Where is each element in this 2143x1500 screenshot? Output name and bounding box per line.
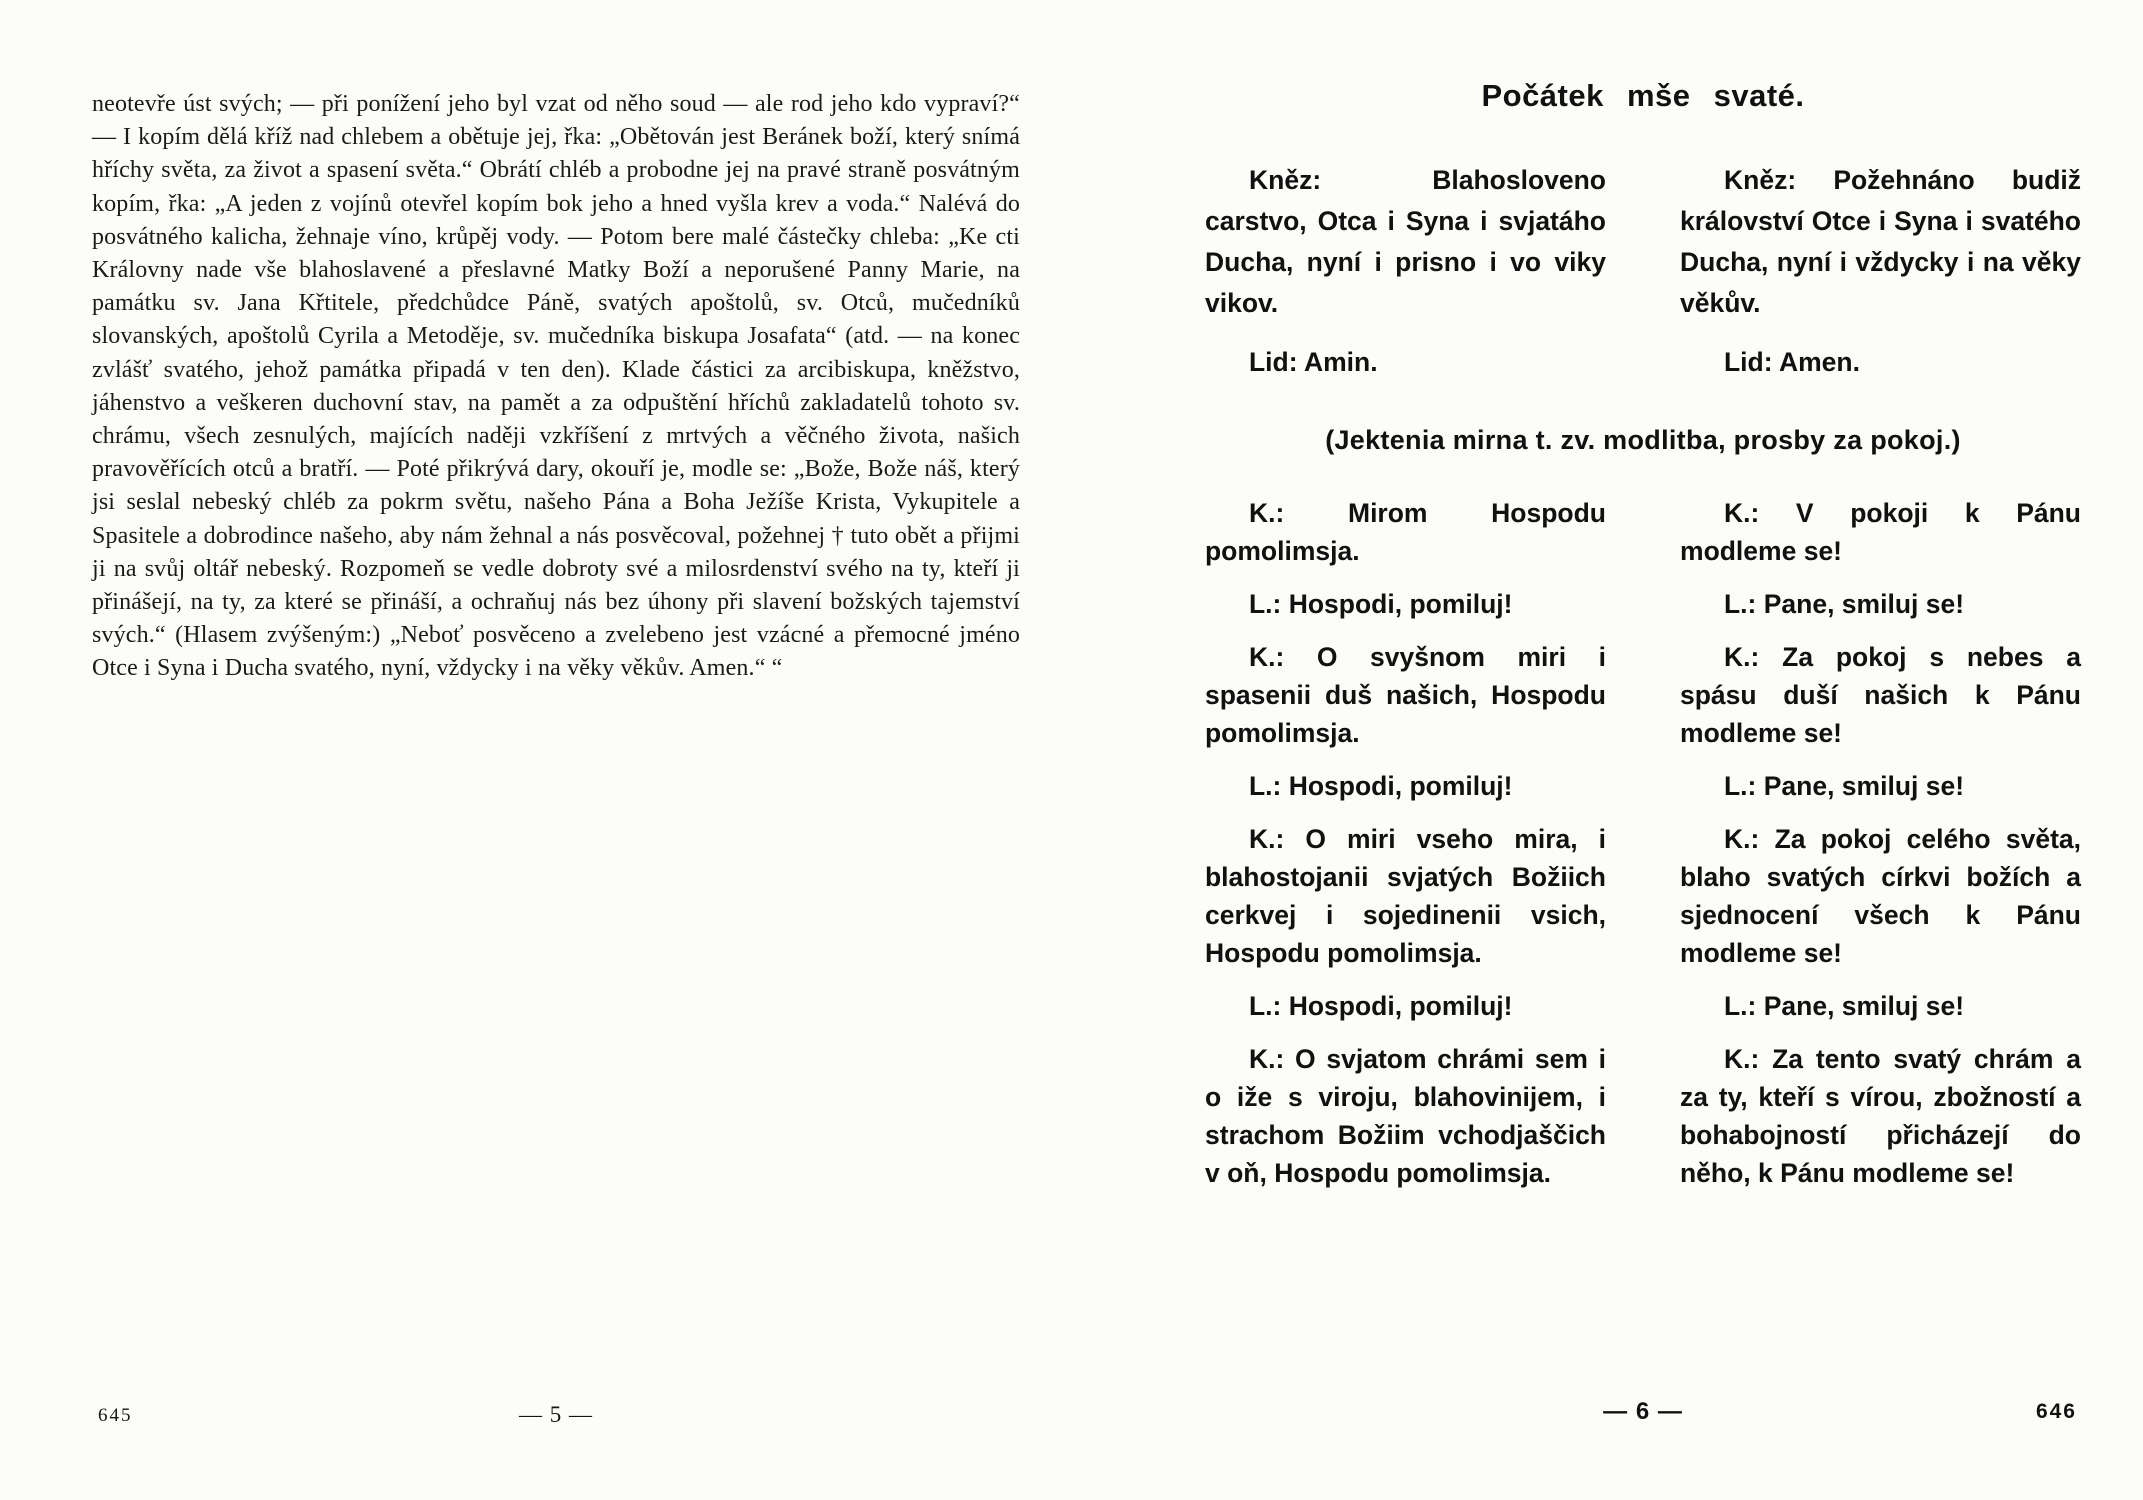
litany-line: K.: O miri vseho mira, i blahostojanii svjatých Božiich cerkvej i sojedinenii vsich, Hospodu pomolimsja. [1205, 824, 1606, 968]
right-folio-number: 646 [2035, 1400, 2077, 1423]
right-page-number: — 6 — [1603, 1398, 1683, 1425]
litany-line: L.: Pane, smiluj se! [1724, 771, 1965, 801]
left-page-footer [92, 1402, 1020, 1428]
litany-line: K.: O svjatom chrámi sem i o iže s viroju, blahovinijem, i strachom Božiim vchodjaščich v oň, Hospodu pomolimsja. [1205, 1044, 1606, 1188]
litany-column-czech [1680, 494, 2081, 1207]
litany-line: K.: V pokoji k Pánu modleme se! [1680, 498, 2081, 566]
litany-section [1205, 494, 2081, 1207]
dialogue-line-people: Lid: Amen. [1724, 347, 1860, 377]
litany-line: L.: Hospodi, pomiluj! [1249, 991, 1513, 1021]
left-page-number: — 5 — [519, 1402, 593, 1427]
litany-line: K.: Za tento svatý chrám a za ty, kteří s vírou, zbožností a bohabojností přicházejí do něho, k Pánu modleme se! [1680, 1044, 2081, 1188]
dialogue-line-priest: Kněz: Blahosloveno carstvo, Otca i Syna i svjatáho Ducha, nyní i prisno i vo viky vikov. [1205, 165, 1606, 318]
page-title: Počátek mše svaté. [1481, 78, 1805, 113]
litany-line: K.: Za pokoj s nebes a spásu duší našich k Pánu modleme se! [1680, 642, 2081, 748]
litany-line: K.: Za pokoj celého světa, blaho svatých církvi božích a sjednocení všech k Pánu modleme se! [1680, 824, 2081, 968]
litany-line: L.: Pane, smiluj se! [1724, 589, 1965, 619]
litany-line: K.: O svyšnom miri i spasenii duš našich, Hospodu pomolimsja. [1205, 642, 1606, 748]
litany-line: L.: Hospodi, pomiluj! [1249, 771, 1513, 801]
left-folio-number: 645 [98, 1405, 133, 1426]
section-subtitle: (Jektenia mirna t. zv. modlitba, prosby za pokoj.) [1325, 425, 1961, 455]
right-page-footer [1205, 1398, 2081, 1426]
litany-column-slavonic [1205, 494, 1606, 1207]
intro-section [1205, 160, 2081, 383]
intro-column-slavonic [1205, 160, 1606, 383]
litany-line: K.: Mirom Hospodu pomolimsja. [1205, 498, 1606, 566]
litany-line: L.: Pane, smiluj se! [1724, 991, 1965, 1021]
intro-column-czech [1680, 160, 2081, 383]
right-page [1075, 0, 2143, 1500]
dialogue-line-priest: Kněz: Požehnáno budiž království Otce i Syna i svatého Ducha, nyní i vždycky i na věky věkův. [1680, 165, 2081, 318]
litany-line: L.: Hospodi, pomiluj! [1249, 589, 1513, 619]
dialogue-line-people: Lid: Amin. [1249, 347, 1378, 377]
left-page-paragraph: neotevře úst svých; — při ponížení jeho byl vzat od něho soud — ale rod jeho kdo vypraví?“ — I kopím dělá kříž nad chlebem a obětuje jej, řka: „Obětován jest Beránek boží, který snímá hříchy světa, za život a spasení světa.“ Obrátí chléb a probodne jej na pravé straně posvátným kopím, řka: „A jeden z vojínů otevřel kopím bok jeho a hned vyšla krev a voda.“ Nalévá do posvátného kalicha, žehnaje víno, krůpěj vody. — Potom bere malé částečky chleba: „Ke cti Královny nade vše blahoslavené a přeslavné Matky Boží a neporušené Panny Marie, na památku sv. Jana Křtitele, předchůdce Páně, svatých apoštolů, sv. Otců, mučedníků slovanských, apoštolů Cyrila a Metoděje, sv. mučedníka biskupa Josafata“ (atd. — na konec zvlášť svatého, jehož památka připadá v ten den). Klade částici za arcibiskupa, kněžstvo, jáhenstvo a veškeren duchovní stav, na pamět a za odpuštění hříchů zakladatelů tohoto sv. chrámu, všech zesnulých, majících naději vzkříšení z mrtvých a věčného života, našich pravověřících otců a bratří. — Poté přikrývá dary, okouří je, modle se: „Bože, Bože náš, který jsi seslal nebeský chléb za pokrm světu, našeho Pána a Boha Ježíše Krista, Vykupitele a Spasitele a dobrodince našeho, aby nám žehnal a nás posvěcoval, požehnej † tuto obět a přijmi ji na svůj oltář nebeský. Rozpomeň se vedle dobroty své a milosrdenství svého na ty, kteří ji přinášejí, na ty, za které se přináší, a ochraňuj nás bez úhony při slavení božských tajemství svých.“ (Hlasem zvýšeným:) „Neboť posvěceno a zvelebeno jest vzácné a přemocné jméno Otce i Syna i Ducha svatého, nyní, vždycky i na věky věkův. Amen.“ “ [92, 91, 1020, 682]
